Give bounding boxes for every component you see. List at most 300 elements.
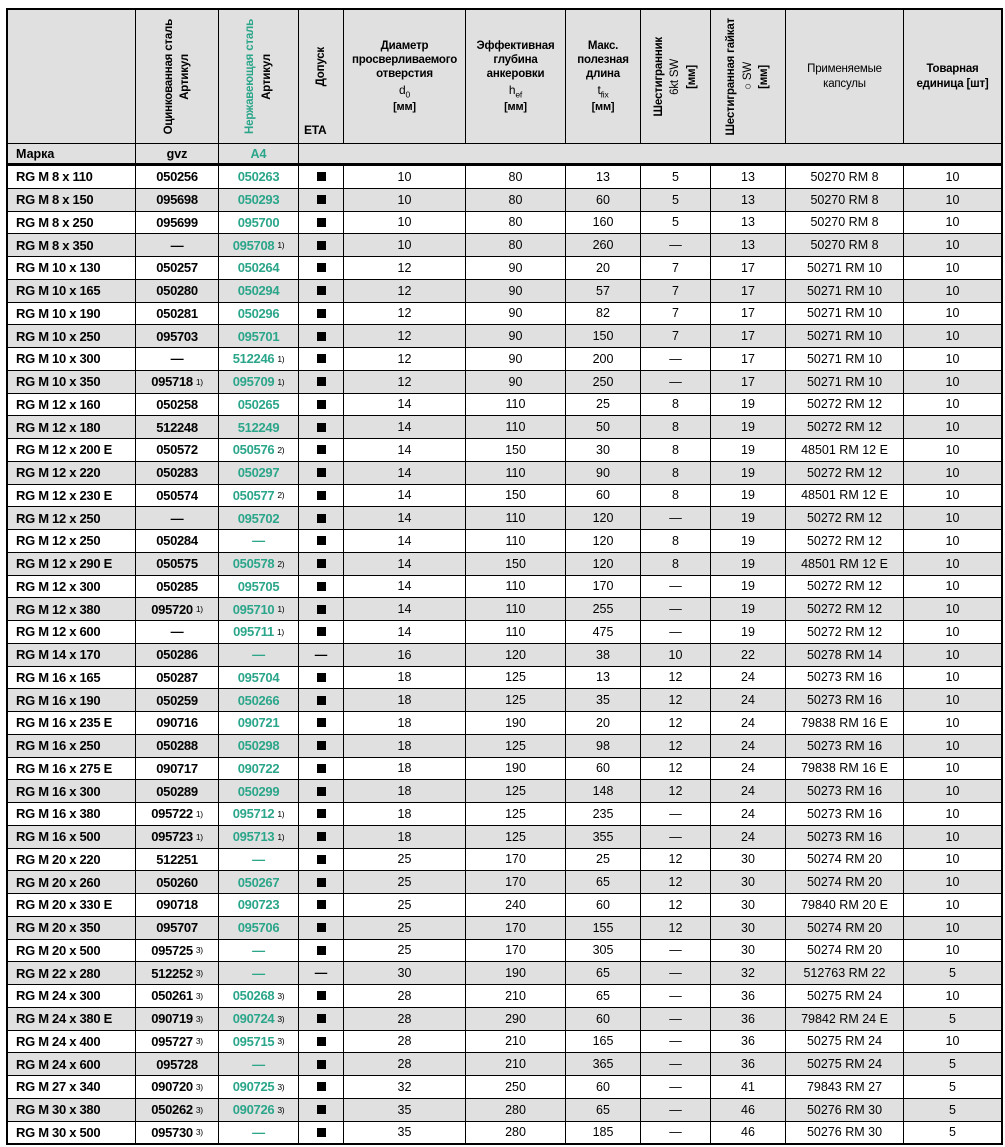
gvz-article-cell: 095727 3) — [136, 1031, 219, 1053]
a4-article-cell: 095711 1) — [219, 621, 299, 643]
eta-approval-cell — [299, 462, 344, 484]
eta-approval-cell — [299, 917, 344, 939]
footnote-marker: 1) — [195, 831, 203, 842]
table-row — [8, 917, 1001, 940]
hex-sw-cell: — — [641, 1053, 711, 1075]
drill-diameter-cell: 14 — [344, 530, 466, 552]
hex-sw-cell: 8 — [641, 485, 711, 507]
a4-article-cell: 050264 — [219, 257, 299, 279]
hex-sw-cell: — — [641, 507, 711, 529]
table-row — [8, 189, 1001, 212]
table-row — [8, 735, 1001, 758]
capsule-cell: 50273 RM 16 — [786, 826, 904, 848]
anchor-depth-cell: 290 — [466, 1008, 566, 1030]
eta-approval-cell — [299, 735, 344, 757]
a4-article-cell: — — [219, 849, 299, 871]
eta-approval-cell — [299, 280, 344, 302]
gvz-article-cell: 050286 — [136, 644, 219, 666]
eta-approval-cell — [299, 189, 344, 211]
useful-length-cell: 355 — [566, 826, 641, 848]
nut-sw-cell: 19 — [711, 621, 786, 643]
eta-approved-square-icon — [317, 195, 326, 204]
gvz-article-cell: 050284 — [136, 530, 219, 552]
footnote-marker: 3) — [195, 1104, 203, 1115]
anchor-depth-cell: 190 — [466, 962, 566, 984]
marka-cell: RG M 24 x 380 E — [8, 1008, 136, 1030]
useful-length-cell: 60 — [566, 1076, 641, 1098]
eta-approved-square-icon — [317, 377, 326, 386]
gvz-article-cell: 050258 — [136, 394, 219, 416]
anchor-depth-cell: 280 — [466, 1122, 566, 1144]
galvanized-steel-label: Оцинкованная сталь — [162, 18, 175, 135]
a4-article-cell: 095708 1) — [219, 234, 299, 256]
drill-diameter-cell: 25 — [344, 849, 466, 871]
hex-sw-cell: 12 — [641, 712, 711, 734]
table-row — [8, 985, 1001, 1008]
drill-diameter-cell: 35 — [344, 1099, 466, 1121]
gvz-article-cell: 050288 — [136, 735, 219, 757]
a4-article-cell: — — [219, 644, 299, 666]
capsule-cell: 50272 RM 12 — [786, 530, 904, 552]
eta-approved-square-icon — [317, 1037, 326, 1046]
a4-article-cell: 050578 2) — [219, 553, 299, 575]
drill-diameter-cell: 14 — [344, 576, 466, 598]
marka-cell: RG M 10 x 250 — [8, 325, 136, 347]
useful-length-cell: 165 — [566, 1031, 641, 1053]
goods-unit-cell: 5 — [949, 1079, 956, 1094]
eta-approved-square-icon — [317, 627, 326, 636]
nut-sw-cell: 19 — [711, 576, 786, 598]
nut-sw-cell: 41 — [711, 1076, 786, 1098]
table-row — [8, 348, 1001, 371]
gvz-article-cell: 090719 3) — [136, 1008, 219, 1030]
goods-unit-cell: 10 — [945, 374, 960, 389]
capsule-cell: 50272 RM 12 — [786, 394, 904, 416]
marka-cell: RG M 8 x 250 — [8, 212, 136, 234]
hex-sw-cell: 8 — [641, 462, 711, 484]
eta-approval-cell — [299, 689, 344, 711]
table-row — [8, 462, 1001, 485]
header-hex-sw — [641, 10, 711, 143]
anchor-depth-cell: 170 — [466, 917, 566, 939]
marka-cell: RG M 8 x 150 — [8, 189, 136, 211]
goods-unit-cell: 10 — [945, 806, 960, 821]
eta-approved-square-icon — [317, 286, 326, 295]
goods-unit-cell: 10 — [945, 511, 960, 526]
nut-sw-cell: 13 — [711, 189, 786, 211]
goods-unit-cell: 10 — [945, 738, 960, 753]
eta-approved-square-icon — [317, 445, 326, 454]
useful-length-title: Макс. полезная длина — [577, 39, 629, 81]
drill-diameter-cell: 14 — [344, 485, 466, 507]
useful-length-cell: 25 — [566, 849, 641, 871]
anchor-depth-cell: 110 — [466, 621, 566, 643]
anchor-depth-cell: 125 — [466, 667, 566, 689]
hex-sw-cell: — — [641, 1008, 711, 1030]
hex-sw-cell: 8 — [641, 394, 711, 416]
useful-length-cell: 120 — [566, 507, 641, 529]
footnote-marker: 1) — [277, 604, 285, 615]
useful-length-cell: 120 — [566, 553, 641, 575]
gvz-article-cell: 090720 3) — [136, 1076, 219, 1098]
nut-sw-cell: 46 — [711, 1122, 786, 1144]
gvz-article-cell: 050289 — [136, 780, 219, 802]
eta-approval-cell — [299, 371, 344, 393]
nut-size-label: ○SW — [741, 61, 754, 92]
product-table — [6, 8, 1003, 1145]
header-anchor-depth — [466, 10, 566, 143]
gvz-article-cell: 050257 — [136, 257, 219, 279]
drill-diameter-cell: 25 — [344, 871, 466, 893]
a4-article-cell: 095712 1) — [219, 803, 299, 825]
eta-approval-cell — [299, 257, 344, 279]
footnote-marker: 1) — [277, 376, 285, 387]
goods-unit-cell: 10 — [945, 260, 960, 275]
anchor-depth-cell: 210 — [466, 1031, 566, 1053]
capsule-cell: 50271 RM 10 — [786, 325, 904, 347]
eta-approval-cell — [299, 325, 344, 347]
anchor-depth-cell: 90 — [466, 325, 566, 347]
capsule-cell: 50274 RM 20 — [786, 940, 904, 962]
footnote-marker: 3) — [277, 1013, 285, 1024]
a4-article-cell: 050263 — [219, 166, 299, 188]
gvz-article-cell: 095722 1) — [136, 803, 219, 825]
eta-approval-cell — [299, 234, 344, 256]
useful-length-cell: 38 — [566, 644, 641, 666]
anchor-depth-cell: 110 — [466, 507, 566, 529]
nut-sw-cell: 30 — [711, 871, 786, 893]
a4-article-cell: — — [219, 1122, 299, 1144]
gvz-article-cell: 050260 — [136, 871, 219, 893]
gvz-article-cell: 050256 — [136, 166, 219, 188]
eta-approved-square-icon — [317, 263, 326, 272]
gvz-article-cell: 095698 — [136, 189, 219, 211]
hex-sw-cell: — — [641, 1099, 711, 1121]
nut-sw-cell: 13 — [711, 166, 786, 188]
table-row — [8, 803, 1001, 826]
nut-sw-cell: 13 — [711, 212, 786, 234]
useful-length-cell: 255 — [566, 598, 641, 620]
header-drill-diameter — [344, 10, 466, 143]
useful-length-cell: 260 — [566, 234, 641, 256]
eta-approval-cell — [299, 780, 344, 802]
eta-approval-cell — [299, 621, 344, 643]
gvz-article-cell: 095723 1) — [136, 826, 219, 848]
table-row — [8, 712, 1001, 735]
gvz-article-cell: 050262 3) — [136, 1099, 219, 1121]
capsule-cell: 50272 RM 12 — [786, 621, 904, 643]
capsule-cell: 50276 RM 30 — [786, 1122, 904, 1144]
goods-unit-cell: 10 — [945, 761, 960, 776]
capsule-cell: 50273 RM 16 — [786, 689, 904, 711]
marka-cell: RG M 24 x 400 — [8, 1031, 136, 1053]
hex-sw-cell: — — [641, 576, 711, 598]
drill-diameter-cell: 12 — [344, 257, 466, 279]
a4-article-cell: — — [219, 962, 299, 984]
drill-diameter-cell: 18 — [344, 735, 466, 757]
anchor-depth-cell: 190 — [466, 712, 566, 734]
anchor-depth-cell: 125 — [466, 689, 566, 711]
nut-sw-cell: 19 — [711, 439, 786, 461]
marka-cell: RG M 20 x 350 — [8, 917, 136, 939]
nut-sw-cell: 17 — [711, 348, 786, 370]
useful-length-cell: 82 — [566, 303, 641, 325]
eta-approval-cell — [299, 803, 344, 825]
goods-unit-cell: 10 — [945, 693, 960, 708]
gvz-article-cell: 050281 — [136, 303, 219, 325]
a4-article-cell: 050268 3) — [219, 985, 299, 1007]
footnote-marker: 1) — [277, 808, 285, 819]
gvz-article-cell: 050285 — [136, 576, 219, 598]
nut-sw-cell: 19 — [711, 507, 786, 529]
drill-diameter-cell: 35 — [344, 1122, 466, 1144]
capsule-cell: 50275 RM 24 — [786, 1031, 904, 1053]
hex-unit-label: [мм] — [685, 64, 698, 89]
hex-sw-cell: 7 — [641, 325, 711, 347]
marka-cell: RG M 27 x 340 — [8, 1076, 136, 1098]
anchor-depth-cell: 210 — [466, 1053, 566, 1075]
capsule-cell: 79838 RM 16 E — [786, 758, 904, 780]
gvz-article-cell: 512248 — [136, 416, 219, 438]
drill-diameter-cell: 28 — [344, 1008, 466, 1030]
useful-length-cell: 20 — [566, 257, 641, 279]
drill-diameter-cell: 18 — [344, 780, 466, 802]
drill-diameter-cell: 14 — [344, 553, 466, 575]
marka-cell: RG M 8 x 110 — [8, 166, 136, 188]
anchor-depth-cell: 280 — [466, 1099, 566, 1121]
marka-cell: RG M 12 x 230 E — [8, 485, 136, 507]
hex-sw-cell: — — [641, 985, 711, 1007]
table-row — [8, 780, 1001, 803]
drill-diameter-symbol: $d_0$ — [398, 82, 410, 100]
table-row — [8, 394, 1001, 417]
anchor-depth-cell: 210 — [466, 985, 566, 1007]
footnote-marker: 2) — [277, 558, 285, 569]
drill-diameter-cell: 10 — [344, 234, 466, 256]
capsule-cell: 48501 RM 12 E — [786, 485, 904, 507]
eta-approved-square-icon — [317, 764, 326, 773]
drill-diameter-cell: 16 — [344, 644, 466, 666]
capsule-cell: 50273 RM 16 — [786, 735, 904, 757]
marka-cell: RG M 12 x 290 E — [8, 553, 136, 575]
gvz-article-cell: 095730 3) — [136, 1122, 219, 1144]
capsule-cell: 50276 RM 30 — [786, 1099, 904, 1121]
table-row — [8, 962, 1001, 985]
table-row — [8, 894, 1001, 917]
gvz-article-cell: 095725 3) — [136, 940, 219, 962]
marka-cell: RG M 22 x 280 — [8, 962, 136, 984]
useful-length-cell: 170 — [566, 576, 641, 598]
anchor-depth-cell: 110 — [466, 530, 566, 552]
useful-length-cell: 250 — [566, 371, 641, 393]
useful-length-cell: 57 — [566, 280, 641, 302]
gvz-article-cell: — — [136, 507, 219, 529]
eta-approval-cell — [299, 530, 344, 552]
goods-unit-cell: 10 — [945, 283, 960, 298]
table-row — [8, 439, 1001, 462]
eta-approved-square-icon — [317, 1082, 326, 1091]
marka-cell: RG M 20 x 220 — [8, 849, 136, 871]
marka-cell: RG M 10 x 300 — [8, 348, 136, 370]
useful-length-cell: 13 — [566, 166, 641, 188]
marka-cell: RG M 20 x 500 — [8, 940, 136, 962]
gvz-article-cell: 095707 — [136, 917, 219, 939]
a4-article-cell: 050293 — [219, 189, 299, 211]
useful-length-symbol: $t_{fix}$ — [597, 82, 609, 100]
useful-length-cell: 60 — [566, 894, 641, 916]
eta-approved-square-icon — [317, 218, 326, 227]
anchor-depth-cell: 90 — [466, 371, 566, 393]
eta-approval-cell — [299, 1031, 344, 1053]
useful-length-cell: 235 — [566, 803, 641, 825]
marka-cell: RG M 16 x 275 E — [8, 758, 136, 780]
capsule-cell: 50273 RM 16 — [786, 803, 904, 825]
capsule-cell: 48501 RM 12 E — [786, 439, 904, 461]
marka-cell: RG M 12 x 250 — [8, 530, 136, 552]
gvz-article-cell: — — [136, 234, 219, 256]
drill-diameter-cell: 14 — [344, 507, 466, 529]
gvz-article-cell: 050574 — [136, 485, 219, 507]
a4-article-cell: 050296 — [219, 303, 299, 325]
drill-diameter-cell: 18 — [344, 667, 466, 689]
footnote-marker: 1) — [195, 376, 203, 387]
anchor-depth-cell: 110 — [466, 598, 566, 620]
useful-length-cell: 90 — [566, 462, 641, 484]
footnote-marker: 3) — [195, 1036, 203, 1047]
eta-approval-cell — [299, 1099, 344, 1121]
capsule-cell: 50272 RM 12 — [786, 576, 904, 598]
goods-unit-cell: 10 — [945, 465, 960, 480]
eta-approved-square-icon — [317, 1105, 326, 1114]
useful-length-cell: 60 — [566, 1008, 641, 1030]
a4-article-cell: — — [219, 1053, 299, 1075]
marka-cell: RG M 12 x 600 — [8, 621, 136, 643]
eta-approval-cell — [299, 166, 344, 188]
goods-unit-cell: 10 — [945, 943, 960, 958]
nut-sw-cell: 19 — [711, 416, 786, 438]
drill-diameter-cell: 25 — [344, 940, 466, 962]
marka-cell: RG M 24 x 600 — [8, 1053, 136, 1075]
marka-cell: RG M 20 x 330 E — [8, 894, 136, 916]
a4-article-cell: 095709 1) — [219, 371, 299, 393]
capsule-cell: 50270 RM 8 — [786, 189, 904, 211]
eta-approved-square-icon — [317, 718, 326, 727]
goods-unit-cell: 10 — [945, 329, 960, 344]
table-row — [8, 1099, 1001, 1122]
eta-approved-square-icon — [317, 1014, 326, 1023]
marka-cell: RG M 20 x 260 — [8, 871, 136, 893]
anchor-depth-cell: 250 — [466, 1076, 566, 1098]
drill-diameter-cell: 30 — [344, 962, 466, 984]
useful-length-cell: 160 — [566, 212, 641, 234]
hex-sw-cell: — — [641, 598, 711, 620]
anchor-depth-cell: 80 — [466, 166, 566, 188]
capsule-cell: 50271 RM 10 — [786, 280, 904, 302]
eta-approval-cell — [299, 553, 344, 575]
a4-article-cell: 512249 — [219, 416, 299, 438]
anchor-depth-cell: 150 — [466, 439, 566, 461]
drill-diameter-cell: 18 — [344, 712, 466, 734]
gvz-article-cell: 095720 1) — [136, 598, 219, 620]
hex-sw-cell: — — [641, 962, 711, 984]
eta-approval-cell — [299, 598, 344, 620]
hex-sw-cell: 12 — [641, 871, 711, 893]
drill-diameter-cell: 14 — [344, 394, 466, 416]
goods-unit-cell: 10 — [945, 875, 960, 890]
goods-unit-cell: 10 — [945, 442, 960, 457]
nut-sw-cell: 19 — [711, 485, 786, 507]
table-row — [8, 849, 1001, 872]
goods-unit-cell: 10 — [945, 215, 960, 230]
hex-sw-cell: — — [641, 1076, 711, 1098]
eta-approval-cell — [299, 485, 344, 507]
eta-label: ETA — [304, 123, 327, 137]
hex-sw-cell: 10 — [641, 644, 711, 666]
footnote-marker: 2) — [277, 444, 285, 455]
hex-sw-cell: 12 — [641, 758, 711, 780]
a4-article-cell: 095713 1) — [219, 826, 299, 848]
table-row — [8, 1053, 1001, 1076]
marka-cell: RG M 16 x 300 — [8, 780, 136, 802]
drill-diameter-cell: 18 — [344, 689, 466, 711]
nut-sw-cell: 19 — [711, 598, 786, 620]
a4-article-cell: 090725 3) — [219, 1076, 299, 1098]
anchor-depth-cell: 80 — [466, 234, 566, 256]
nut-sw-cell: 32 — [711, 962, 786, 984]
eta-approval-cell — [299, 1076, 344, 1098]
table-row — [8, 1076, 1001, 1099]
stainless-steel-label: Нержавеющая сталь — [244, 19, 257, 134]
eta-approved-square-icon — [317, 900, 326, 909]
capsule-cell: 50274 RM 20 — [786, 849, 904, 871]
a4-article-cell: 095701 — [219, 325, 299, 347]
capsule-cell: 79838 RM 16 E — [786, 712, 904, 734]
eta-approved-square-icon — [317, 423, 326, 432]
table-row — [8, 598, 1001, 621]
nut-unit-label: [мм] — [758, 64, 771, 89]
eta-approval-cell — [299, 826, 344, 848]
useful-length-cell: 148 — [566, 780, 641, 802]
table-subheader-row — [8, 144, 1001, 166]
capsule-cell: 50271 RM 10 — [786, 348, 904, 370]
header-marka-spacer — [8, 10, 136, 143]
anchor-depth-cell: 110 — [466, 576, 566, 598]
anchor-depth-cell: 190 — [466, 758, 566, 780]
eta-approval-cell — [299, 1053, 344, 1075]
subheader-merged-cell — [299, 144, 1001, 163]
hex-sw-cell: 12 — [641, 894, 711, 916]
header-galvanized-steel — [136, 10, 219, 143]
a4-article-cell: — — [219, 940, 299, 962]
a4-article-cell: 090723 — [219, 894, 299, 916]
drill-diameter-cell: 14 — [344, 621, 466, 643]
marka-cell: RG M 16 x 250 — [8, 735, 136, 757]
table-body — [8, 166, 1001, 1143]
eta-approved-square-icon — [317, 309, 326, 318]
footnote-marker: 3) — [195, 990, 203, 1001]
table-row — [8, 1122, 1001, 1144]
a4-article-cell: 095705 — [219, 576, 299, 598]
eta-approval-cell — [299, 212, 344, 234]
eta-approval-cell — [299, 849, 344, 871]
eta-approval-cell — [299, 758, 344, 780]
footnote-marker: 3) — [195, 968, 203, 979]
hex-sw-cell: 8 — [641, 416, 711, 438]
table-row — [8, 416, 1001, 439]
capsule-cell: 50274 RM 20 — [786, 871, 904, 893]
marka-cell: RG M 10 x 165 — [8, 280, 136, 302]
nut-sw-cell: 24 — [711, 826, 786, 848]
